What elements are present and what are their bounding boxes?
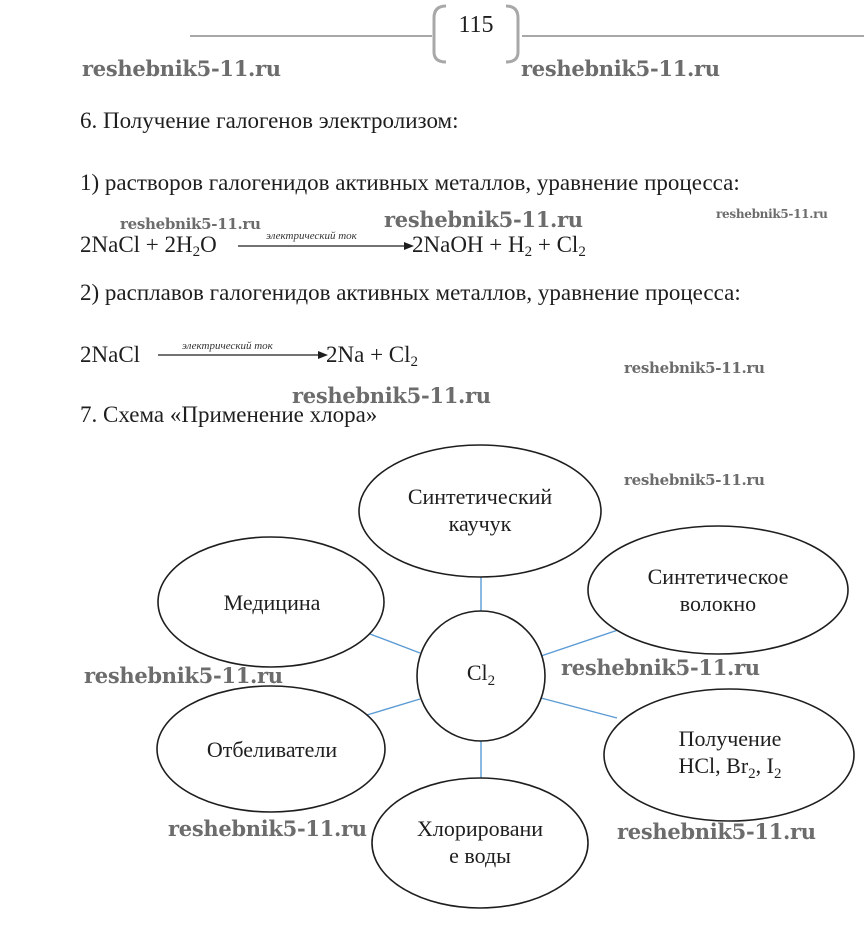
page-number: 115 <box>458 12 494 38</box>
equation-2-arrow-label: электрический ток <box>182 340 273 352</box>
node-lower-left-label: Отбеливатели <box>206 736 338 762</box>
section6-item1: 1) растворов галогенидов активных металлов, уравнение процесса: <box>80 170 740 195</box>
node-top-label: Синтетический каучук <box>407 484 553 536</box>
section6-title: 6. Получение галогенов электролизом: <box>80 108 459 133</box>
watermark-2: reshebnik5-11.ru <box>521 56 720 81</box>
connector-lower-left <box>367 699 420 715</box>
node-lower-right-label: Получение HCl, $Br_2$, $I_2$ <box>678 725 782 782</box>
watermark-12: reshebnik5-11.ru <box>617 819 816 844</box>
watermark-9: reshebnik5-11.ru <box>561 655 760 680</box>
connector-upper-left <box>370 634 420 653</box>
equation-2-right: 2Na + Cl2 <box>326 342 419 370</box>
equation-2-left: 2NaCl <box>80 342 141 367</box>
watermark-1: reshebnik5-11.ru <box>82 56 281 81</box>
watermark-4: reshebnik5-11.ru <box>384 207 583 232</box>
equation-1-right: 2NaOH + H2 + Cl2 <box>412 232 586 260</box>
connector-upper-right <box>541 630 618 656</box>
watermark-3: reshebnik5-11.ru <box>120 215 261 233</box>
section7-title: 7. Схема «Применение хлора» <box>80 402 378 427</box>
watermark-11: reshebnik5-11.ru <box>168 816 367 841</box>
center-label: $Cl_2$ <box>466 660 496 689</box>
node-upper-right-label: Синтетическое волокно <box>647 564 789 616</box>
equation-1-left: 2NaCl + 2H2O <box>80 232 217 260</box>
connector-lower-right <box>541 698 617 718</box>
section6-item2: 2) расплавов галогенидов активных металлов, уравнение процесса: <box>80 280 741 305</box>
watermark-5: reshebnik5-11.ru <box>716 207 828 221</box>
watermark-8: reshebnik5-11.ru <box>624 471 765 489</box>
watermark-7: reshebnik5-11.ru <box>292 383 491 408</box>
equation-1-arrow-label: электрический ток <box>266 230 357 242</box>
watermark-10: reshebnik5-11.ru <box>84 663 283 688</box>
node-upper-left-label: Медицина <box>223 589 321 615</box>
watermark-6: reshebnik5-11.ru <box>624 359 765 377</box>
node-bottom-label: Хлорировани е воды <box>416 816 544 868</box>
